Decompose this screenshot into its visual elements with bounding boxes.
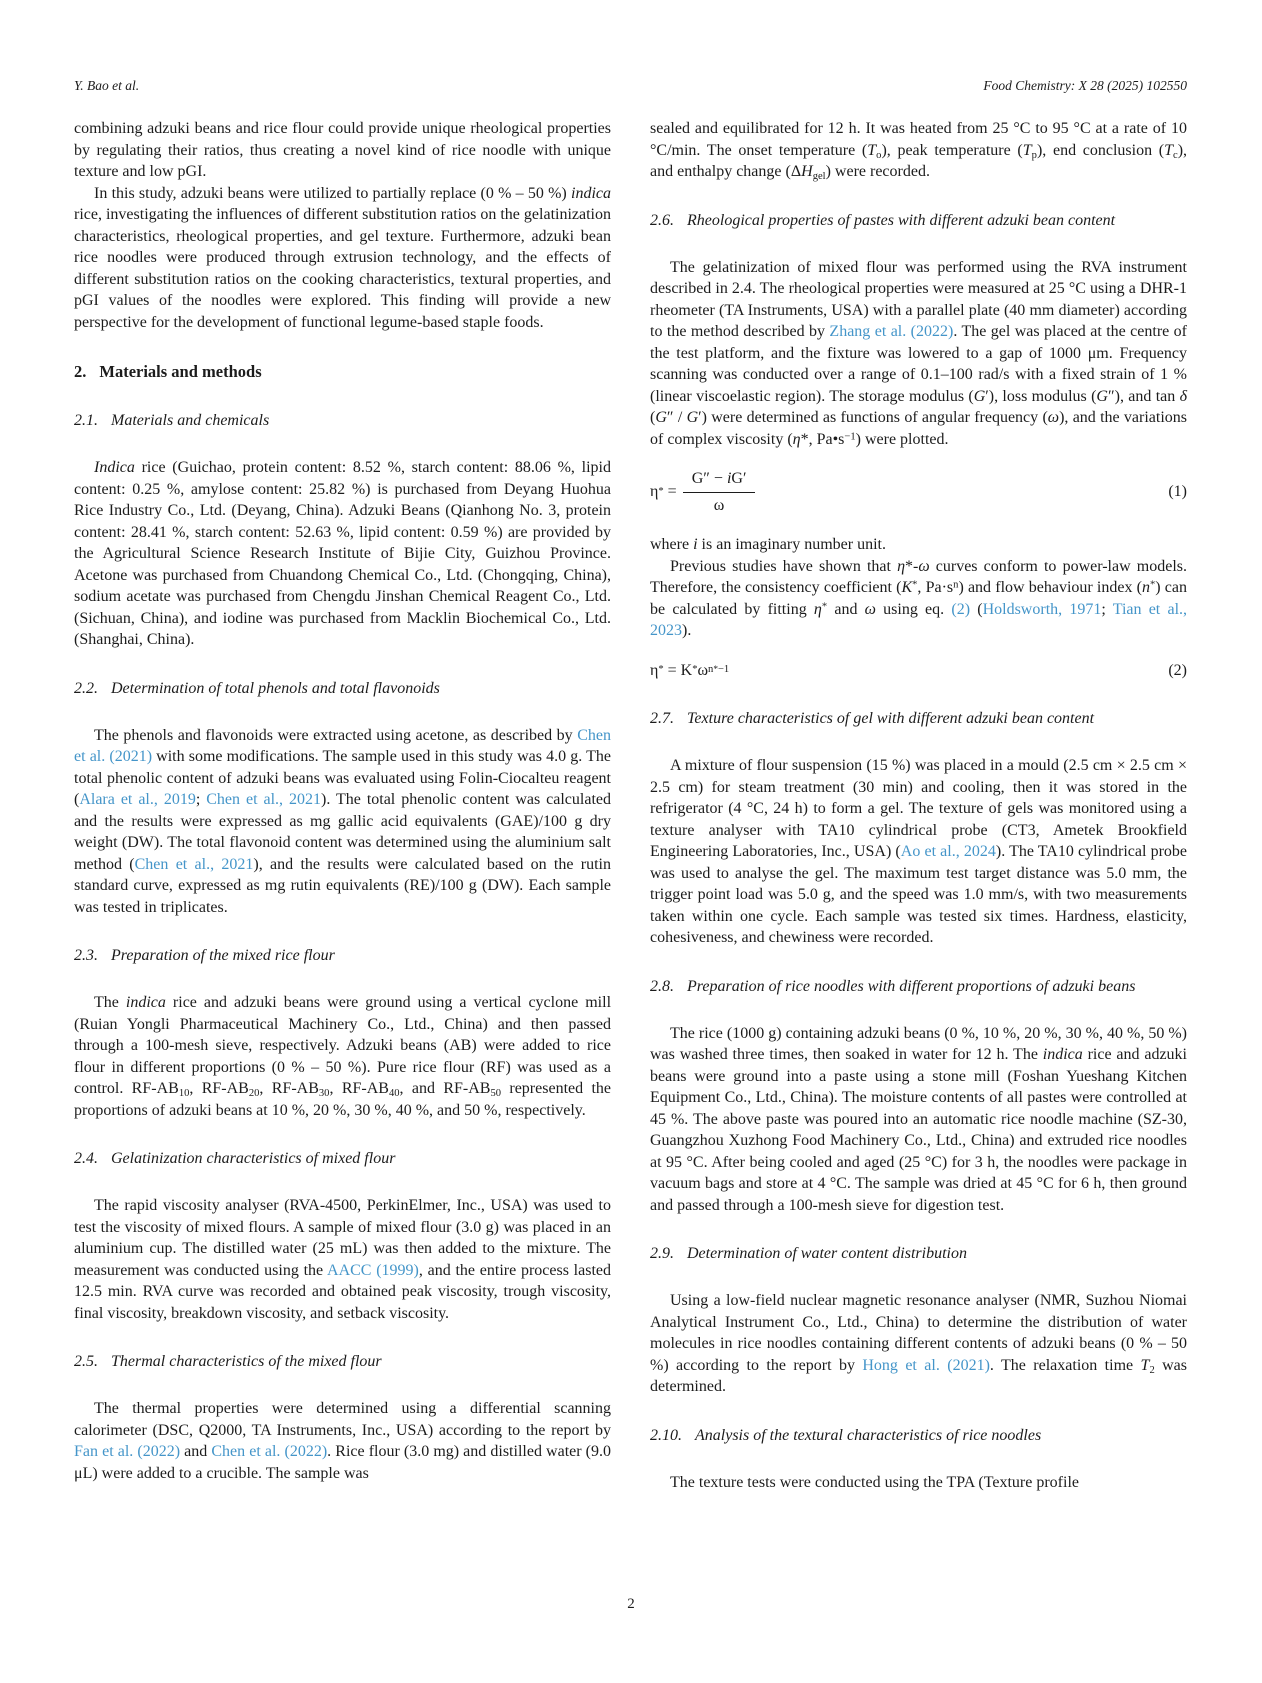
text-run: 30 [318,1087,330,1099]
subsection-heading [74,678,611,700]
text-run: The texture tests were conducted using the TPA (Texture profile [670,1473,1079,1491]
text-run: i [693,536,698,553]
equation [650,468,1187,516]
paragraph [74,1398,611,1484]
text-run: Analysis of the textural characteristics of rice noodles [695,1426,1042,1444]
heading-number: 2.10. [650,1426,682,1444]
subsection-heading [650,210,1187,232]
citation-link[interactable]: (2) [951,600,971,618]
subsection-heading [74,410,611,432]
text-run: = [663,483,681,501]
text-run: G [973,387,986,405]
text-run: ), peak temperature ( [881,141,1023,159]
text-run: Preparation of the mixed rice flour [111,947,335,964]
citation-link[interactable]: Zhang et al. (2022) [829,323,954,340]
fraction-denominator [683,493,756,517]
subsection-heading [74,1148,611,1170]
paragraph [74,1195,611,1324]
text-run: *- [905,557,919,575]
text-run: ), end conclusion ( [1036,141,1165,159]
text-run: G [1096,387,1108,405]
text-run: curves conform to power-law models. Therefore, the consistency coefficient ( [650,557,1188,596]
paragraph [650,257,1187,451]
text-run: Determination of total phenols and total flavonoids [111,679,440,697]
text-run: was determined. [650,1356,1188,1395]
section-heading [74,361,611,383]
text-run: η [650,483,659,501]
citation-link[interactable]: AACC (1999) [327,1261,419,1279]
text-run: The gelatinization of mixed flour was performed using the RVA instrument described in 2.4. The rheological properties were measured at 25 °C using a DHR-1 rheometer (TA Instruments, USA) with a parallel plate (40 mm diameter) according to the method described by [650,258,1187,340]
text-run: p [1031,149,1037,161]
heading-number: 2.5. [74,1353,98,1370]
text-run: ω [864,600,876,618]
text-run: 20 [248,1087,260,1099]
text-run: , RF-AB [259,1080,319,1097]
text-run: T [1140,1356,1150,1374]
text-run: ) and flow behaviour index ( [958,579,1142,596]
text-run: K [901,579,913,596]
text-run: combining adzuki beans and rice flour could provide unique rheological properties by regulating their ratios, thus creating a novel kind of rice noodle with unique texture and low pGI. [74,120,611,180]
text-run: * [821,600,828,612]
text-run: gel [812,170,826,182]
citation-link[interactable]: Tian et al., 2023 [650,600,1188,639]
paragraph [650,556,1187,642]
text-run: Previous studies have shown that [670,557,898,575]
text-run: η [813,600,822,618]
text-run: ω [697,661,709,679]
text-run: and [827,600,865,618]
text-run: η [650,661,659,679]
text-run: η [897,557,906,575]
text-run: A mixture of flour suspension (15 %) was placed in a mould (2.5 cm × 2.5 cm × 2.5 cm) for steam treatment (30 min) and cooling, then it was stored in the refrigerator (4 °C, 24 h) to form a gel. The texture of gels was monitored using a texture analyser with TA10 cylindrical probe (CT3, Ametek Brookfield Engineering Laboratories, Inc., USA) ( [650,757,1187,860]
citation-link[interactable]: Holdsworth, 1971 [982,600,1102,618]
equation [650,660,1187,682]
subsection-heading [74,945,611,967]
subsection-heading [74,1351,611,1373]
fraction-numerator [683,468,756,493]
text-run: = K [663,661,693,679]
citation-link[interactable]: Hong et al. (2021) [862,1356,990,1374]
text-run: rice, investigating the influences of different substitution ratios on the gelatinization characteristics, rheological properties, and gel texture. Furthermore, adzuki bean rice noodles were produced through extrusion technology, and the effects of different substitution ratios on the cooking characteristics, textural properties, and pGI values of the noodles were explored. This finding will provide a new perspective for the development of functional legume-based staple foods. [74,206,611,331]
text-run: using eq. [875,600,952,618]
text-run: ) were recorded. [825,163,930,180]
header-author: Y. Bao et al. [74,78,140,93]
paragraph [650,118,1187,183]
text-run: ). [682,622,692,639]
paragraph [74,992,611,1121]
text-run: rice and adzuki beans were ground using a vertical cyclone mill (Ruian Yongli Pharmaceutical Machinery Co., Ltd., China) and then passed through a 100-mesh sieve, respectively. Adzuki beans (AB) were added to rice flour in different proportions (0 % – 50 %). Pure rice flour (RF) was used as a control. RF-AB [74,994,612,1097]
text-run: o [876,149,882,161]
text-run: Gelatinization characteristics of mixed flour [111,1150,396,1167]
text-run: indica [125,994,166,1011]
text-run: Using a low-field nuclear magnetic resonance analyser (NMR, Suzhou Niomai Analytical Instrument Co., Ltd., China) to determine the distribution of water molecules in rice noodles containing different contents of adzuki beans (0 % – 50 %) according to the report by [650,1292,1187,1374]
citation-link[interactable]: Chen et al., 2021 [134,855,254,873]
citation-link[interactable]: Chen et al., 2021 [206,791,321,808]
text-run: Determination of water content distribution [687,1245,967,1262]
text-run: The rice (1000 g) containing adzuki beans (0 %, 10 %, 20 %, 30 %, 40 %, 50 %) was washed three times, then soaked in water for 12 h. The [650,1024,1187,1063]
text-run: , RF-AB [189,1080,249,1097]
text-run: ; [1101,600,1113,618]
heading-number: 2.1. [74,412,98,429]
text-run: 40 [388,1087,400,1099]
text-run: δ [1179,387,1188,405]
text-run: Rheological properties of pastes with different adzuki bean content [687,211,1116,229]
citation-link[interactable]: Fan et al. (2022) [74,1443,181,1460]
text-run: The rapid viscosity analyser (RVA-4500, PerkinElmer, Inc., USA) was used to test the viscosity of mixed flours. A sample of mixed flour (3.0 g) was placed in an aluminium cup. The distilled water (25 mL) was then added to the mixture. The measurement was conducted using the [74,1197,611,1279]
subsection-heading [650,708,1187,730]
citation-link[interactable]: Alara et al., 2019 [79,791,196,808]
text-run: ′) were determined as functions of angular frequency ( [698,409,1048,426]
text-run: ), and the variations of complex viscosity ( [650,409,1188,448]
text-run: G″ − [691,470,727,487]
heading-number: 2.8. [650,977,674,995]
text-run: n [953,579,959,591]
text-run: where [650,536,694,553]
text-run: *, Pa•s [800,430,845,448]
paragraph [74,725,611,919]
text-run: ) can be calculated by fitting [650,579,1188,618]
heading-number: 2.3. [74,947,98,964]
text-run: * [912,579,918,591]
text-run: ), loss modulus ( [988,387,1097,405]
text-run: ″ / [666,409,687,426]
subsection-heading [650,1425,1187,1447]
paragraph [74,183,611,334]
right-column [650,118,1187,1493]
text-run: 10 [178,1087,190,1099]
equation-body: η * = $\frac{G'' - iG'}{\omega}$ [650,468,757,516]
fraction [683,468,756,516]
text-run: −1 [844,430,856,442]
running-header [74,78,1187,94]
text-run: Materials and chemicals [111,412,270,429]
text-run: * [1150,579,1156,591]
text-run: ′ [985,387,989,405]
page-number: 2 [627,1596,635,1612]
text-run: G [655,409,667,426]
text-run: sealed and equilibrated for 12 h. It was heated from 25 °C to 95 °C at a rate of 10 °C/min. The onset temperature ( [650,120,1187,159]
citation-link[interactable]: Chen et al. (2021) [74,726,611,765]
text-run: The thermal properties were determined using a differential scanning calorimeter (DSC, Q2000, TA Instruments, Inc., USA) according to the report by [74,1400,611,1439]
citation-link[interactable]: Ao et al., 2024 [900,843,996,860]
heading-number: 2.4. [74,1150,98,1167]
text-run: Indica [94,459,135,476]
text-run: ). The TA10 cylindrical probe was used to analyse the gel. The maximum test target distance was 5.0 mm, the trigger point load was 5.0 g, and the speed was 1.0 mm/s, with two measurements taken within one cycle. Each sample was tested six times. Hardness, elasticity, cohesiveness, and chewiness were recorded. [650,843,1188,946]
text-run: Preparation of rice noodles with different proportions of adzuki beans [687,977,1136,995]
equation-body: η * = K * ω n * −1 [650,660,729,682]
text-run: The phenols and flavonoids were extracted using acetone, as described by [94,726,578,744]
text-run: 2 [1149,1364,1155,1376]
heading-number: 2.6. [650,211,674,229]
text-run: T [1022,141,1032,159]
paragraph [650,1023,1187,1217]
text-run: ; [195,791,207,808]
text-run: represented the proportions of adzuki beans at 10 %, 20 %, 30 %, 40 %, and 50 %, respectively. [74,1080,612,1119]
text-run: rice and adzuki beans were ground into a paste using a stone mill (Foshan Yueshang Kitchen Equipment Co., Ltd., China). The moisture contents of all pastes were controlled at 45 %. The above paste was poured into an automatic rice noodle machine (SZ-30, Guangzhou Xuzhong Food Machinery Co., Ltd., China) and extruded rice noodles at 95 °C. After being cooled and aged (25 °C) for 3 h, the noodles were package in vacuum bags and store at 4 °C. The sample was dried at 45 °C for 6 h, then ground and passed through a 100-mesh sieve for digestion test. [650,1046,1188,1214]
text-run: ), and enthalpy change (Δ [650,141,1188,180]
citation-link[interactable]: Chen et al. (2022) [211,1443,328,1460]
text-run: ω [918,557,930,575]
text-run: ). The total phenolic content was calculated and the results were expressed as mg gallic acid equivalents (GAE)/100 g dry weight (DW). The total flavonoid content was determined using the aluminium salt method ( [74,791,611,873]
equation-number: (2) [1168,661,1187,679]
text-run: In this study, adzuki beans were utilized to partially replace (0 % – 50 %) [94,184,571,202]
text-run: indica [571,184,611,202]
heading-number: 2.2. [74,679,98,697]
text-run: ) were plotted. [855,430,949,448]
text-run: n [1142,579,1150,596]
text-run: . Rice flour (3.0 mg) and distilled water (9.0 μL) were added to a crucible. The sample was [74,1443,611,1482]
text-run: . The gel was placed at the centre of the test platform, and the fixture was lowered to a gap of 1000 μm. Frequency scanning was conducted over a range of 0.1–100 rad/s with a fixed strain of 1 % (linear viscoelastic region). The storage modulus ( [650,323,1187,405]
equation-number: (1) [1168,483,1187,501]
paragraph [74,118,611,183]
text-run: ( [650,409,656,426]
text-run: T [867,141,877,159]
subsection-heading [650,1243,1187,1265]
text-run: ), and the results were calculated based on the rutin standard curve, expressed as mg rutin equivalents (RE)/100 g (DW). Each sample was tested in triplicates. [74,855,611,916]
columns-container [74,118,1187,1493]
text-run: , Pa·s [917,579,954,596]
text-run: 50 [490,1087,502,1099]
text-run: indica [1042,1046,1083,1063]
heading-number: 2. [74,362,87,381]
text-run: T [1164,141,1173,159]
text-run: with some modifications. The sample used in this study was 4.0 g. The total phenolic content of adzuki beans was evaluated using Folin-Ciocalteu reagent ( [74,748,611,808]
heading-number: 2.7. [650,710,674,727]
text-run: ω [713,496,725,514]
text-run: , RF-AB [329,1080,389,1097]
text-run: i [726,470,732,487]
text-run: and [180,1443,212,1460]
left-column [74,118,611,1493]
text-run: , and RF-AB [399,1080,491,1097]
text-run: is an imaginary number unit. [697,536,886,553]
text-run: Texture characteristics of gel with different adzuki bean content [687,710,1095,727]
text-run: ω [1047,409,1060,426]
paragraph [650,1472,1187,1494]
paragraph [650,1290,1187,1398]
paragraph [74,457,611,651]
text-run: η [792,430,801,448]
text-run: ″ [1107,387,1115,405]
text-run: The [94,994,126,1011]
text-run: , and the entire process lasted 12.5 min. RVA curve was recorded and obtained peak viscosity, trough viscosity, final viscosity, breakdown viscosity, and setback viscosity. [74,1261,611,1322]
text-run: ), and tan [1114,387,1180,405]
text-run: . The relaxation time [989,1356,1141,1374]
text-run: Materials and methods [99,362,262,381]
subsection-heading [650,976,1187,998]
paragraph [650,755,1187,949]
heading-number: 2.9. [650,1245,674,1262]
text-run: ( [970,600,983,618]
text-run: Thermal characteristics of the mixed flour [111,1353,382,1370]
text-run: H [801,163,813,180]
text-run: G [686,409,699,426]
text-run: c [1173,149,1178,161]
text-run: G′ [731,470,747,487]
header-journal: Food Chemistry: X 28 (2025) 102550 [983,78,1187,93]
text-run: rice (Guichao, protein content: 8.52 %, starch content: 88.06 %, lipid content: 0.25 %, amylose content: 25.82 %) is purchased from Deyang Huohua Rice Industry Co., Ltd. (Deyang, China). Adzuki Beans (Qianhong No. 3, protein content: 28.41 %, starch content: 52.63 %, lipid content: 0.59 %) are provided by the Agricultural Science Research Institute of Bijie City, Guizhou Province. Acetone was purchased from Chuandong Chemical Co., Ltd. (Chongqing, China), sodium acetate was purchased from Chengdu Jinshan Chemical Reagent Co., Ltd. (Sichuan, China), and iodine was purchased from Macklin Biochemical Co., Ltd. (Shanghai, China). [74,459,611,648]
paragraph [650,534,1187,556]
